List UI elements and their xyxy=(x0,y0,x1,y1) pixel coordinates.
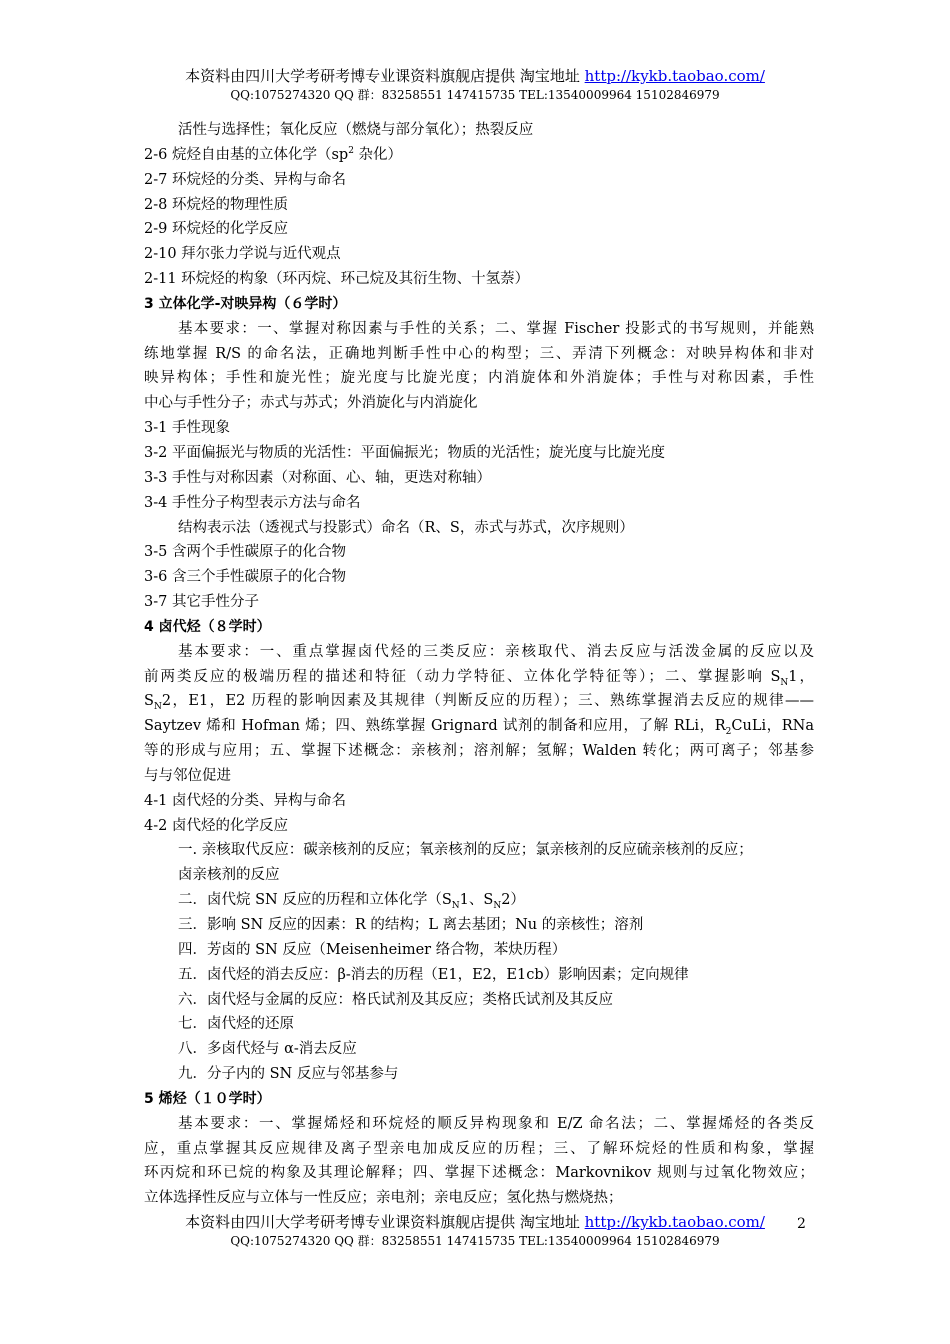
requirements-4-line: 基本要求：一、重点掌握卤代烃的三类反应：亲核取代、消去反应与活泼金属的反应以及 xyxy=(178,643,814,660)
text-segment: 2，E1，E2 历程的影响因素及其规律（判断反应的历程）；三、熟练掌握消去反应的规律—— xyxy=(161,693,814,710)
requirements-5-line: 应，重点掌握其反应规律及离子型亲电加成反应的历程；三、了解环烷烃的性质和构象，掌握 xyxy=(144,1140,814,1157)
text-segment: 1， xyxy=(788,668,814,685)
superscript: 2 xyxy=(348,146,354,157)
requirements-5-line: 立体选择性反应与立体与一性反应；亲电剂；亲电反应；氢化热与燃烧热； xyxy=(144,1190,623,1207)
header-contact: QQ:1075274320 QQ 群：83258551 147415735 TEL:13540009964 15102846979 xyxy=(230,88,720,102)
requirements-4-line: 与与邻位促进 xyxy=(144,767,231,784)
subscript: N xyxy=(493,901,502,912)
section-2-7: 2-7 环烷烃的分类、异构与命名 xyxy=(144,171,346,188)
text-segment: 前两类反应的极端历程的描述和特征（动力学特征、立体化学特征等）；二、掌握影响 S xyxy=(144,668,781,685)
requirements-5-line: 基本要求：一、掌握烯烃和环烷烃的顺反异构现象和 E/Z 命名法；二、掌握烯烃的各类反 xyxy=(178,1115,814,1132)
requirements-4-line xyxy=(144,665,814,690)
requirements-4-line xyxy=(144,714,814,739)
footer-source-text: 本资料由四川大学考研考博专业课资料旗舰店提供 淘宝地址 xyxy=(185,1213,585,1231)
section-2-6-text-end: 杂化） xyxy=(353,146,403,163)
section-3-7: 3-7 其它手性分子 xyxy=(144,594,259,611)
section-2-8: 2-8 环烷烃的物理性质 xyxy=(144,196,288,213)
requirements-4-line: 等的形成与应用；五、掌握下述概念：亲核剂；溶剂解；氢解；Walden 转化；两可离子；邻基参 xyxy=(144,743,814,760)
section-3-5: 3-5 含两个手性碳原子的化合物 xyxy=(144,544,346,561)
item-2 xyxy=(144,888,814,913)
footer-line1 xyxy=(0,1212,950,1233)
section-2-6 xyxy=(144,143,814,168)
section-3-1: 3-1 手性现象 xyxy=(144,420,230,437)
header-taobao-link[interactable]: http://kykb.taobao.com/ xyxy=(584,67,765,85)
chapter-5-heading: 5 烯烃（１０学时） xyxy=(144,1090,271,1107)
item-4: 四．芳卤的 SN 反应（Meisenheimer 络合物，苯炔历程） xyxy=(178,941,567,958)
requirements-4-line xyxy=(144,689,814,714)
text-segment: 二．卤代烷 SN 反应的历程和立体化学（S xyxy=(178,892,452,909)
page-footer xyxy=(0,1212,950,1249)
section-2-6-text: 2-6 烷烃自由基的立体化学（sp xyxy=(144,146,349,163)
item-1-cont: 卤亲核剂的反应 xyxy=(178,867,280,884)
page-header xyxy=(0,66,950,103)
item-5: 五．卤代烃的消去反应：β-消去的历程（E1，E2，E1cb）影响因素；定向规律 xyxy=(178,966,689,983)
chapter-3-heading: 3 立体化学-对映异构（６学时） xyxy=(144,295,347,312)
requirements-3-line: 映异构体；手性和旋光性；旋光度与比旋光度；内消旋体和外消旋体；手性与对称因素，手性 xyxy=(144,370,814,387)
item-3: 三．影响 SN 反应的因素：R 的结构；L 离去基团；Nu 的亲核性；溶剂 xyxy=(178,917,644,933)
section-3-2: 3-2 平面偏振光与物质的光活性：平面偏振光；物质的光活性；旋光度与比旋光度 xyxy=(144,444,665,461)
requirements-3-line: 中心与手性分子；赤式与苏式；外消旋化与内消旋化 xyxy=(144,395,478,412)
item-8: 八．多卤代烃与 α-消去反应 xyxy=(178,1041,357,1058)
subscript: N xyxy=(153,702,162,713)
document-body xyxy=(144,118,814,1211)
section-3-4: 3-4 手性分子构型表示方法与命名 xyxy=(144,494,361,511)
requirements-5-line: 环丙烷和环已烷的构象及其理论解释；四、掌握下述概念：Markovnikov 规则与过氧化物效应； xyxy=(144,1165,814,1182)
subscript: N xyxy=(451,901,460,912)
text-segment: S xyxy=(144,693,154,710)
text-line: 活性与选择性；氧化反应（燃烧与部分氧化）；热裂反应 xyxy=(178,122,534,138)
section-4-1: 4-1 卤代烃的分类、异构与命名 xyxy=(144,792,346,809)
page-number: 2 xyxy=(797,1216,806,1232)
item-6: 六．卤代烃与金属的反应：格氏试剂及其反应；类格氏试剂及其反应 xyxy=(178,991,613,1008)
section-3-6: 3-6 含三个手性碳原子的化合物 xyxy=(144,569,346,586)
section-2-9: 2-9 环烷烃的化学反应 xyxy=(144,221,288,238)
subscript: N xyxy=(780,677,789,688)
text-segment: 1、S xyxy=(459,892,494,909)
text-segment: CuLi，RNa xyxy=(731,718,814,735)
requirements-3-line: 基本要求：一、掌握对称因素与手性的关系；二、掌握 Fischer 投影式的书写规则，并能熟 xyxy=(178,320,814,337)
footer-taobao-link[interactable]: http://kykb.taobao.com/ xyxy=(584,1213,765,1231)
section-2-11: 2-11 环烷烃的构象（环丙烷、环己烷及其衍生物、十氢萘） xyxy=(144,271,530,288)
subscript: 2 xyxy=(725,727,732,738)
section-2-10: 2-10 拜尔张力学说与近代观点 xyxy=(144,246,341,263)
footer-contact: QQ:1075274320 QQ 群：83258551 147415735 TEL:13540009964 15102846979 xyxy=(230,1234,720,1248)
text-segment: 2） xyxy=(501,892,525,909)
chapter-4-heading: 4 卤代烃（８学时） xyxy=(144,618,271,635)
header-line1 xyxy=(0,66,950,87)
requirements-3-line: 练地掌握 R/S 的命名法，正确地判断手性中心的构型；三、弄清下列概念：对映异构体和非对 xyxy=(144,345,814,362)
item-7: 七．卤代烃的还原 xyxy=(178,1016,294,1033)
item-9: 九．分子内的 SN 反应与邻基参与 xyxy=(178,1066,399,1083)
section-4-2: 4-2 卤代烃的化学反应 xyxy=(144,817,288,834)
header-source-text: 本资料由四川大学考研考博专业课资料旗舰店提供 淘宝地址 xyxy=(185,67,585,85)
section-3-4-detail: 结构表示法（透视式与投影式）命名（R、S，赤式与苏式，次序规则） xyxy=(178,519,634,536)
section-3-3: 3-3 手性与对称因素（对称面、心、轴，更迭对称轴） xyxy=(144,469,491,486)
item-1: 一. 亲核取代反应：碳亲核剂的反应；氧亲核剂的反应；氯亲核剂的反应硫亲核剂的反应； xyxy=(178,842,753,859)
text-segment: Saytzev 烯和 Hofman 烯；四、熟练掌握 Grignard 试剂的制备和应用，了解 RLi，R xyxy=(144,718,726,735)
